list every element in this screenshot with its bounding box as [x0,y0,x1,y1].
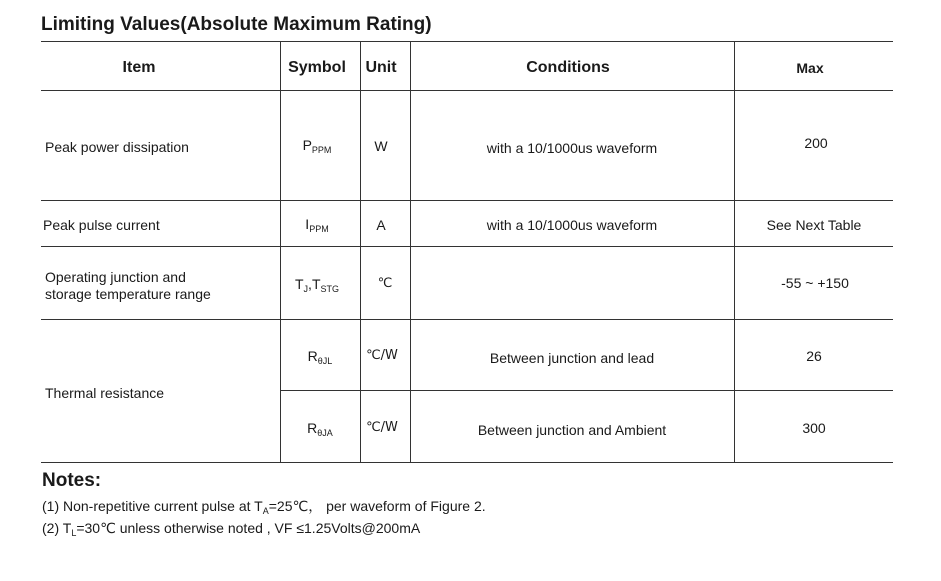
temperature-item-line1: Operating junction and [45,269,186,285]
column-divider [734,41,735,462]
thermal-ambient-symbol: $R_{\theta JA}$ [307,420,333,438]
header-unit: Unit [365,59,397,76]
peak-power-unit: W [374,138,388,154]
thermal-ambient-unit: ℃/W [366,420,398,435]
header-symbol: Symbol [288,59,346,76]
row-divider [41,246,893,247]
section-title: Limiting Values(Absolute Maximum Rating) [41,14,432,35]
column-divider [360,41,361,462]
peak-power-symbol: $P_{PPM}$ [302,137,332,155]
thermal-ambient-conditions: Between junction and Ambient [477,422,667,438]
thermal-lead-max: 26 [806,348,822,364]
table-top-border [41,41,893,42]
peak-power-conditions: with a 10/1000us waveform [486,140,658,156]
thermal-lead-symbol: $R_{\theta JL}$ [307,348,333,366]
header-item: Item [122,59,156,76]
peak-current-item: Peak pulse current [43,217,160,233]
table-bottom-border [41,462,893,463]
thermal-item: Thermal resistance [45,385,165,401]
peak-current-conditions: with a 10/1000us waveform [486,217,658,233]
header-conditions: Conditions [526,59,610,76]
thermal-lead-conditions: Between junction and lead [489,350,655,366]
row-divider [41,200,893,201]
peak-power-item: Peak power dissipation [45,139,189,155]
peak-current-max: See Next Table [766,217,862,233]
note-2: (2) $T_L=30℃$ unless otherwise noted , VF ≤1.25Volts@200mA [42,520,421,538]
header-bottom-border [41,90,893,91]
temperature-item-line2: storage temperature range [45,286,211,302]
note-1: (1) Non-repetitive current pulse at $T_A=25℃$， per waveform of Figure 2. [42,498,486,516]
header-max: Max [796,60,824,76]
notes-title: Notes: [42,470,102,491]
peak-power-max: 200 [804,135,828,151]
temperature-unit: ℃ [377,276,393,291]
column-divider [410,41,411,462]
peak-current-unit: A [376,217,386,233]
thermal-subrow-divider [280,390,893,391]
temperature-max: -55 ~ +150 [781,275,849,291]
temperature-symbol: $T_J,T_{STG}$ [294,276,340,294]
thermal-lead-unit: ℃/W [366,348,398,363]
column-divider [280,41,281,462]
thermal-ambient-max: 300 [802,420,826,436]
row-divider [41,319,893,320]
peak-current-symbol: $I_{PPM}$ [305,216,329,234]
